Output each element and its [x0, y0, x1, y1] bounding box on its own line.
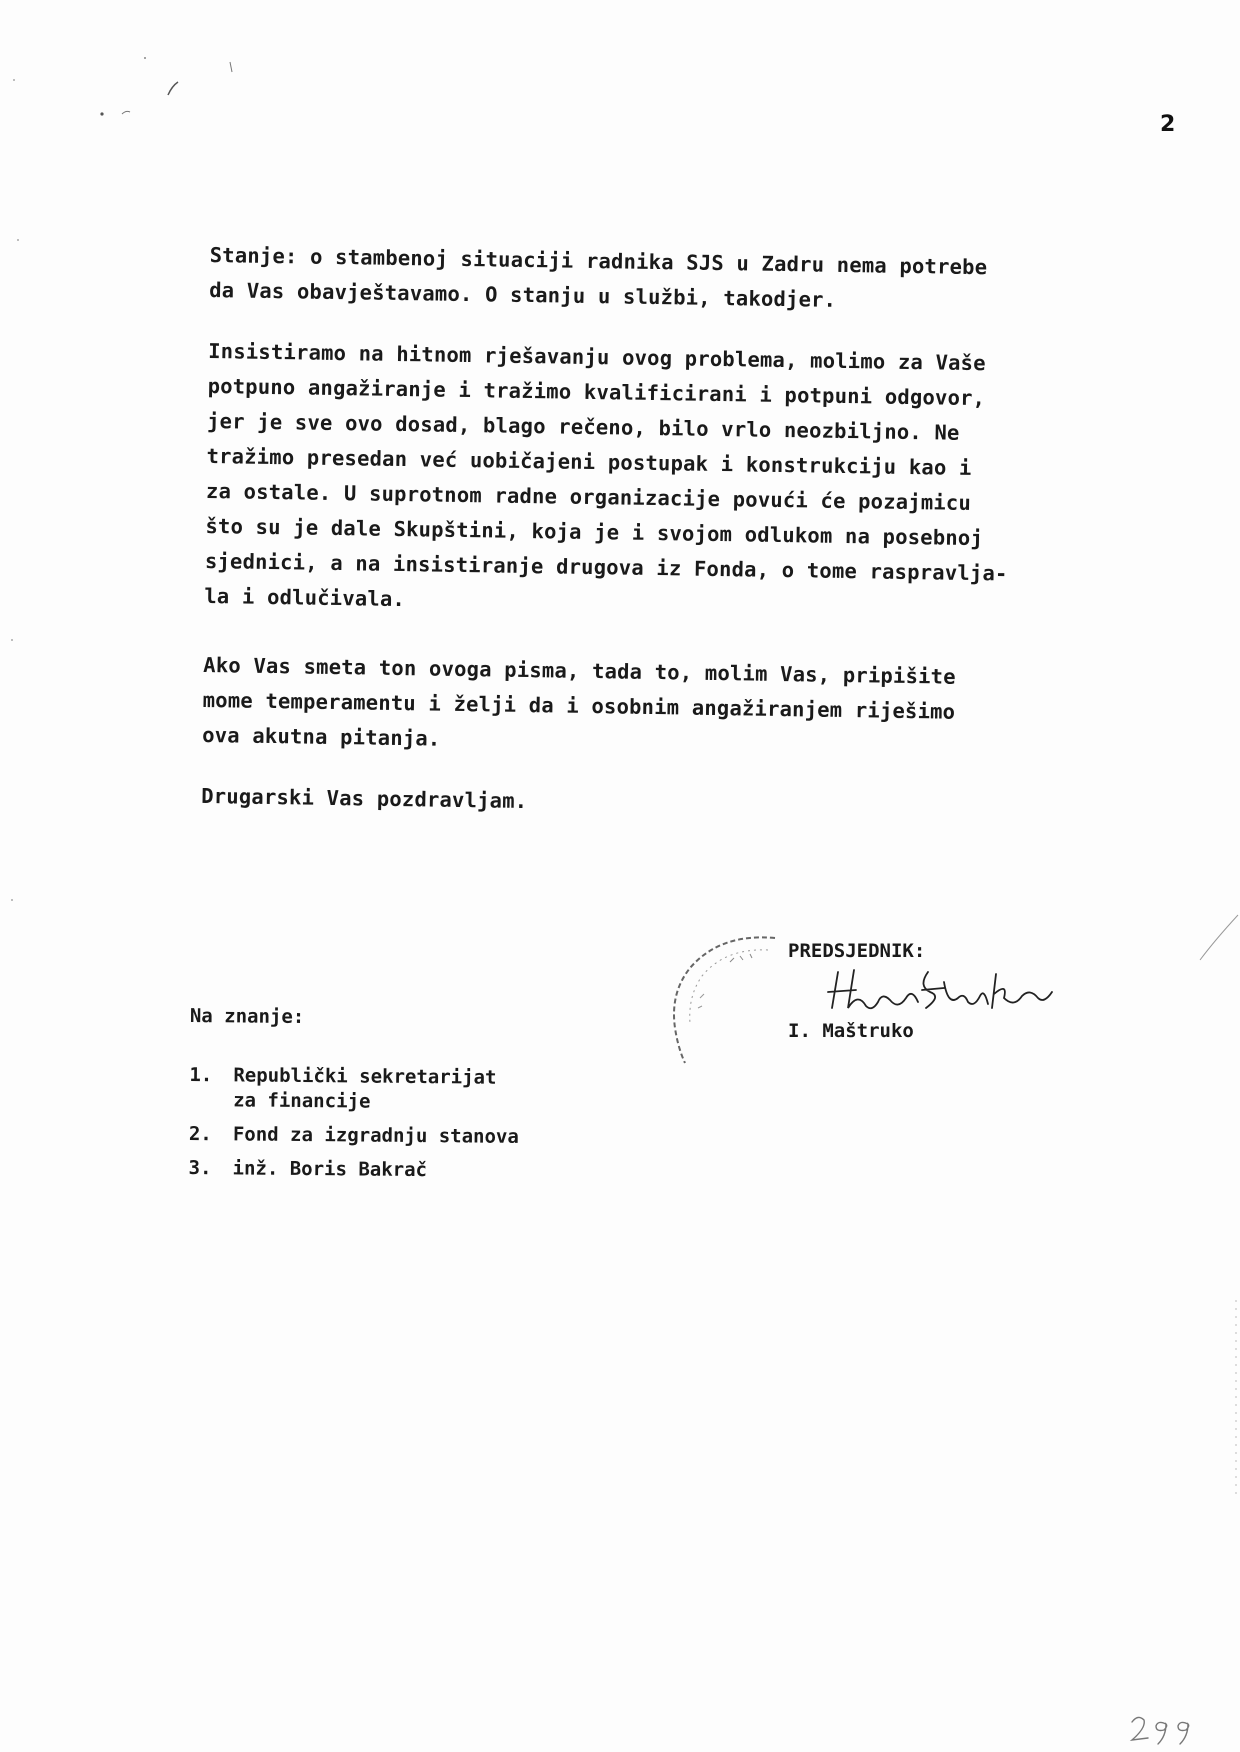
cc-list — [188, 1063, 709, 1186]
paragraph-apology: Ako Vas smeta ton ovoga pisma, tada to, molim Vas, pripišite mome temperamentu i želji da i osobnim angažiranjem riješimo ova akutna pitanja. — [202, 652, 956, 751]
signature-block — [788, 940, 1088, 1050]
letter-body — [200, 238, 1169, 861]
cc-title: Na znanje: — [189, 1005, 305, 1028]
cc-item — [189, 1122, 709, 1152]
cc-item-number: 2. — [188, 1122, 212, 1146]
signature-title: PREDSJEDNIK: — [788, 940, 926, 962]
cc-item-text: inž. Boris Bakrač — [232, 1157, 428, 1182]
handwritten-signature-icon — [818, 962, 1058, 1022]
cc-item-number: 3. — [188, 1156, 212, 1180]
paragraph-situation: Stanje: o stambenoj situaciji radnika SJS u Zadru nema potrebe da Vas obavještavamo. O stanju u službi, takodjer. — [208, 242, 988, 312]
cc-item — [188, 1156, 708, 1186]
cc-item-text: Republički sekretarijat za financije — [233, 1064, 497, 1113]
handwritten-archive-number-icon — [1128, 1712, 1208, 1746]
cc-block — [188, 1005, 710, 1195]
paragraph-insistence: Insistiramo na hitnom rješavanju ovog problema, molimo za Vaše potpuno angažiranje i tražimo kvalificirani i potpuni odgovor, jer je sve ovo dosad, blago rečeno, bilo vrlo neozbiljno. Ne tražimo presedan već uobičajeni postupak i konstrukciju kao i za ostale. U suprotnom radne organizacije povući će pozajmicu što su je dale Skupštini, koja je i svojom odlukom na posebnoj sjednici, a na insistiranje drugova iz Fonda, o tome raspravlja- la i odlučivala. — [204, 338, 1008, 612]
cc-item-number: 1. — [189, 1063, 213, 1087]
page-number: 2 — [1160, 112, 1176, 137]
signatory-name: I. Maštruko — [788, 1020, 914, 1042]
cc-item — [189, 1063, 709, 1118]
cc-item-text: Fond za izgradnju stanova — [232, 1123, 519, 1148]
paragraph-closing: Drugarski Vas pozdravljam. — [201, 783, 528, 814]
